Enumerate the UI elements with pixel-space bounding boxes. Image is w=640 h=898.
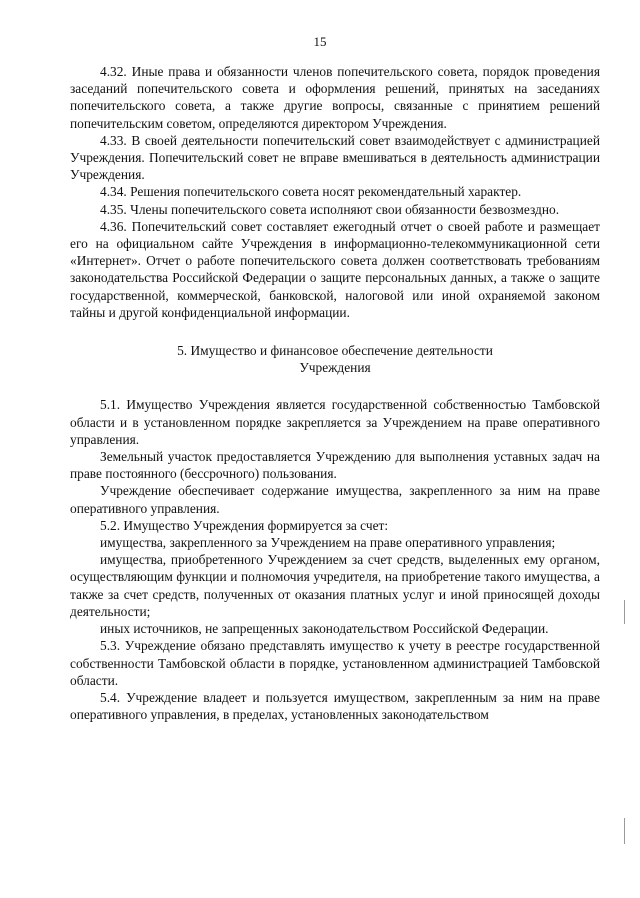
page-number: 15 <box>313 34 327 49</box>
list-item-acquired-property: имущества, приобретенного Учреждением за счет средств, выделенных ему органом, осуществляющим функции и полномочия учредителя, на приобретение такого имущества, а также за счет средств, полученных от оказания платных услуг и иной приносящей доходы деятельности; <box>70 552 600 619</box>
scan-margin-mark <box>624 600 625 624</box>
paragraph-4-36: 4.36. Попечительский совет составляет ежегодный отчет о своей работе и размещает его на официальном сайте Учреждения в информационно-телекоммуникационной сети «Интернет». Отчет о работе попечительского совета должен соответствовать требованиям законодательства Российской Федерации о защите персональных данных, а также о защите государственной, коммерческой, банковской, налоговой или иной охраняемой законом тайны и другой конфиденциальной информации. <box>70 218 600 320</box>
list-item-assigned-property: имущества, закрепленного за Учреждением на праве оперативного управления; <box>100 535 556 551</box>
paragraph-5-3: 5.3. Учреждение обязано представлять имущество к учету в реестре государственной собственности Тамбовской области в порядке, установленном администрацией Тамбовской области. <box>70 638 600 688</box>
paragraph-maintenance: Учреждение обеспечивает содержание имущества, закрепленного за ним на праве оперативного управления. <box>70 483 600 516</box>
paragraph-4-32: 4.32. Иные права и обязанности членов попечительского совета, порядок проведения заседаний попечительского совета и оформления решений, принятых на заседаниях попечительского совета, а также другие вопросы, связанные с принятием решений попечительским советом, определяются директором Учреждения. <box>70 64 600 131</box>
paragraph-5-1: 5.1. Имущество Учреждения является государственной собственностью Тамбовской области и в установленном порядке закрепляется за Учреждением на праве оперативного управления. <box>70 397 600 447</box>
paragraph-5-4: 5.4. Учреждение владеет и пользуется имуществом, закрепленным за ним на праве оперативного управления, в пределах, установленных законодательством <box>70 689 600 723</box>
paragraph-land-plot: Земельный участок предоставляется Учреждению для выполнения уставных задач на праве постоянного (бессрочного) пользования. <box>70 449 600 482</box>
section-heading <box>70 342 600 376</box>
paragraph-4-33: 4.33. В своей деятельности попечительский совет взаимодействует с администрацией Учреждения. Попечительский совет не вправе вмешиваться в деятельность администрации Учреждения. <box>70 132 600 183</box>
section-heading-line-2: Учреждения <box>299 360 371 376</box>
paragraph-4-34: 4.34. Решения попечительского совета носят рекомендательный характер. <box>100 184 522 200</box>
list-item-other-sources: иных источников, не запрещенных законодательством Российской Федерации. <box>100 621 549 637</box>
scan-margin-mark <box>624 818 625 844</box>
document-body <box>70 63 600 723</box>
section-heading-line-1: 5. Имущество и финансовое обеспечение деятельности <box>177 343 493 359</box>
paragraph-5-2: 5.2. Имущество Учреждения формируется за счет: <box>100 517 389 533</box>
paragraph-4-35: 4.35. Члены попечительского совета исполняют свои обязанности безвозмездно. <box>100 201 560 217</box>
